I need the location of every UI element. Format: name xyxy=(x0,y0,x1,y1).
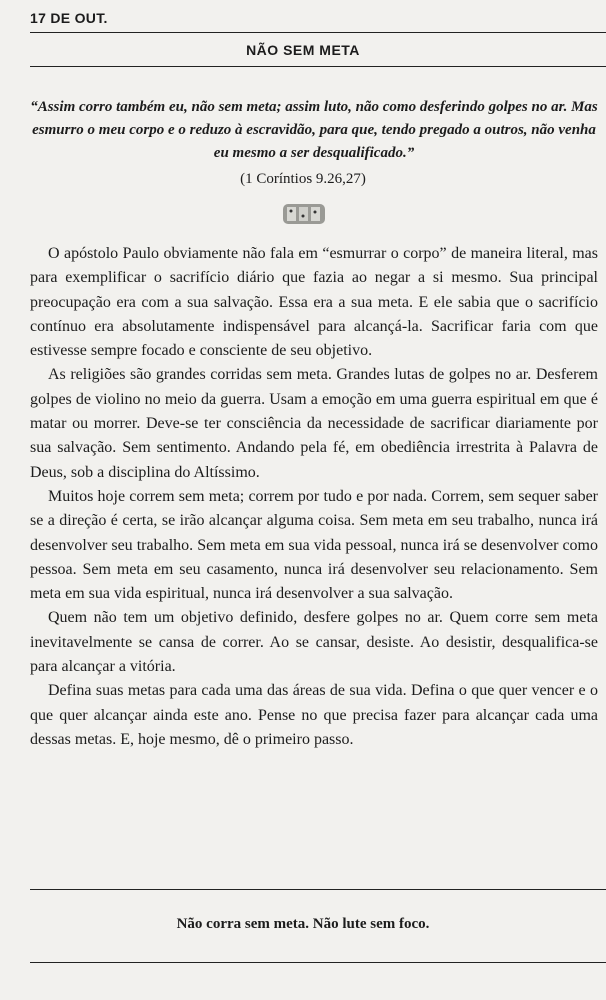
body-paragraph: Muitos hoje correm sem meta; correm por tudo e por nada. Correm, sem sequer saber se a direção é certa, se irão alcançar alguma coisa. Sem meta em seu trabalho, nunca irá desenvolver seu trabalho. Sem meta em sua vida pessoal, nunca irá se desenvolver como pessoa. Sem meta em seu casamento, nunca irá desenvolver seu relacionamento. Sem meta em sua vida espiritual, nunca irá desenvolver a sua salvação. xyxy=(30,487,598,603)
body-paragraph: Quem não tem um objetivo definido, desfere golpes no ar. Quem corre sem meta inevitavelmente se cansa de correr. Ao se cansar, desiste. Ao desistir, desqualifica-se para alcançar a vitória. xyxy=(30,609,598,676)
footer-top-rule xyxy=(30,889,606,890)
page-date: 17 DE OUT. xyxy=(30,10,108,26)
verse-quote: “Assim corro também eu, não sem meta; assim luto, não como desferindo golpes no ar. Mas esmurro o meu corpo e o reduzo à escravidão, para que, tendo pregado a outros, não venha eu mesmo a ser desqualificado.” xyxy=(30,99,598,161)
body-paragraph: O apóstolo Paulo obviamente não fala em “esmurrar o corpo” de maneira literal, mas para exemplificar o sacrifício diário que fazia ao negar a si mesmo. Sua principal preocupação era com a sua salvação. Essa era a sua meta. E ele sabia que o sacrifício contínuo era absolutamente indispensável para alcançá-la. Sacrificar faria com que estivesse sempre focado e consciente de seu objetivo. xyxy=(30,245,598,360)
ornament-icon xyxy=(280,200,328,228)
devotional-body xyxy=(30,242,598,752)
title-rule xyxy=(30,66,606,67)
top-rule xyxy=(30,32,606,33)
body-paragraph: As religiões são grandes corridas sem meta. Grandes lutas de golpes no ar. Desferem golpes de violino no meio da guerra. Usam a emoção em uma guerra espiritual em que é matar ou morrer. Deve-se ter consciência da necessidade de sacrificar diariamente por sua salvação. Sem sentimento. Andando pela fé, em obediência irrestrita à Palavra de Deus, sob a disciplina do Altíssimo. xyxy=(30,366,598,481)
page-title: NÃO SEM META xyxy=(246,42,360,58)
closing-motto: Não corra sem meta. Não lute sem foco. xyxy=(176,916,430,932)
footer-bottom-rule xyxy=(30,962,606,963)
body-paragraph: Defina suas metas para cada uma das áreas de sua vida. Defina o que quer vencer e o que quer alcançar ainda este ano. Pense no que precisa fazer para alcançar cada uma dessas metas. E, hoje mesmo, dê o primeiro passo. xyxy=(30,682,598,748)
verse-reference: (1 Coríntios 9.26,27) xyxy=(240,171,366,187)
